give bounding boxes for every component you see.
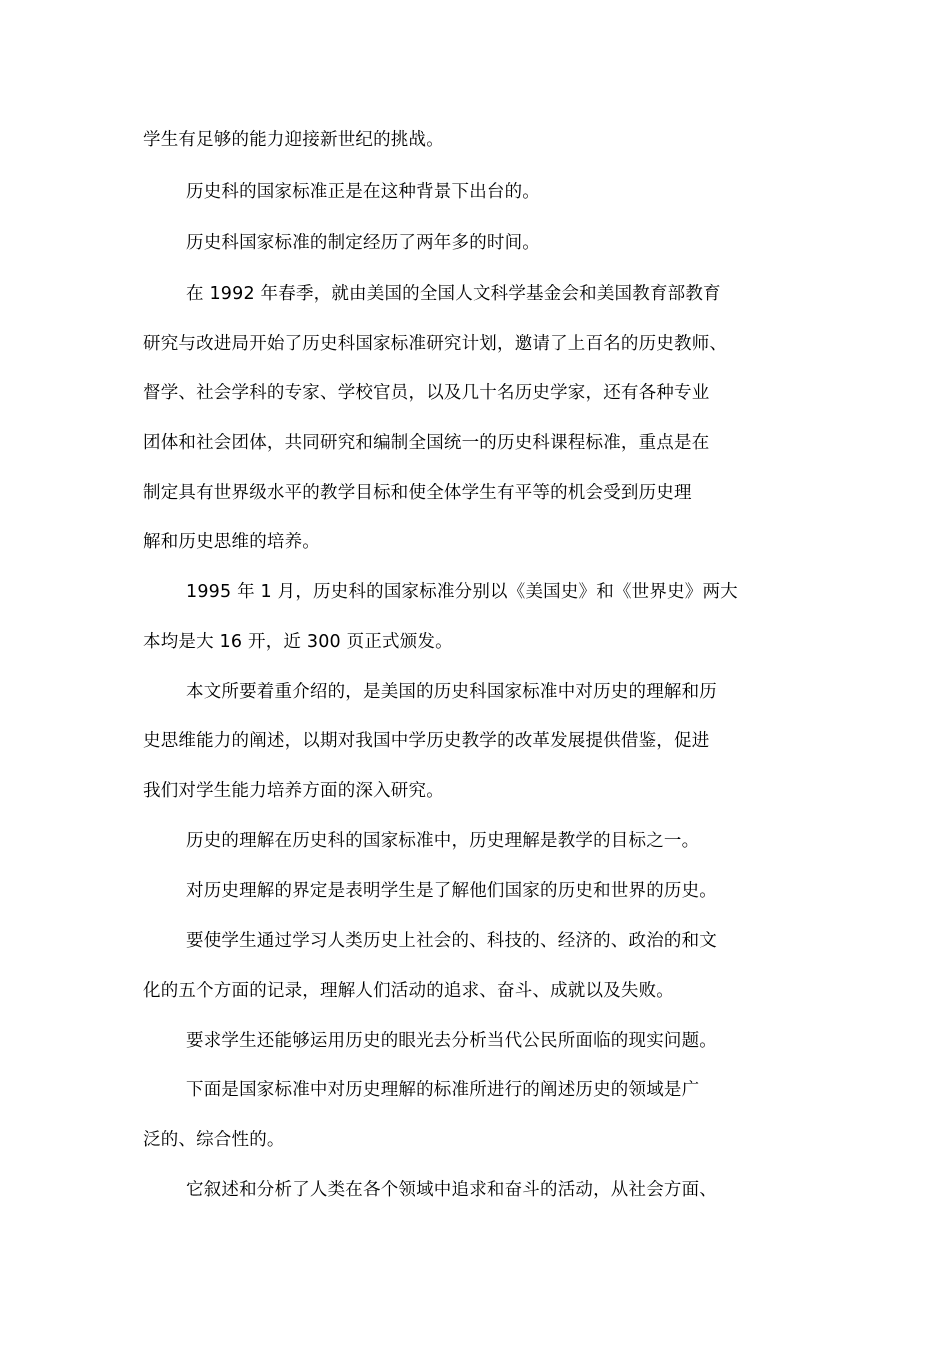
text-line: 研究与改进局开始了历史科国家标准研究计划，邀请了上百名的历史教师、	[143, 334, 728, 354]
text-line: 要求学生还能够运用历史的眼光去分析当代公民所面临的现实问题。	[186, 1031, 717, 1051]
text-line: 它叙述和分析了人类在各个领域中追求和奋斗的活动，从社会方面、	[186, 1180, 717, 1200]
text-line: 化的五个方面的记录，理解人们活动的追求、奋斗、成就以及失败。	[143, 981, 674, 1001]
text-line: 解和历史思维的培养。	[143, 532, 320, 552]
text-line: 制定具有世界级水平的教学目标和使全体学生有平等的机会受到历史理	[143, 483, 692, 503]
text-line: 本均是大 16 开，近 300 页正式颁发。	[143, 632, 453, 652]
text-line: 历史科国家标准的制定经历了两年多的时间。	[186, 233, 540, 253]
text-line: 下面是国家标准中对历史理解的标准所进行的阐述历史的领域是广	[186, 1080, 700, 1100]
text-line: 团体和社会团体，共同研究和编制全国统一的历史科课程标准，重点是在	[143, 433, 710, 453]
text-line: 1995 年 1 月，历史科的国家标准分别以《美国史》和《世界史》两大	[186, 582, 738, 602]
text-line: 历史的理解在历史科的国家标准中，历史理解是教学的目标之一。	[186, 831, 700, 851]
text-line: 督学、社会学科的专家、学校官员，以及几十名历史学家，还有各种专业	[143, 383, 710, 403]
text-line: 泛的、综合性的。	[143, 1130, 285, 1150]
text-line: 我们对学生能力培养方面的深入研究。	[143, 781, 444, 801]
text-line: 对历史理解的界定是表明学生是了解他们国家的历史和世界的历史。	[186, 881, 717, 901]
text-line: 学生有足够的能力迎接新世纪的挑战。	[143, 130, 444, 150]
text-line: 历史科的国家标准正是在这种背景下出台的。	[186, 182, 540, 202]
text-line: 本文所要着重介绍的，是美国的历史科国家标准中对历史的理解和历	[186, 682, 717, 702]
text-line: 在 1992 年春季，就由美国的全国人文科学基金会和美国教育部教育	[186, 284, 721, 304]
text-line: 要使学生通过学习人类历史上社会的、科技的、经济的、政治的和文	[186, 931, 717, 951]
text-line: 史思维能力的阐述，以期对我国中学历史教学的改革发展提供借鉴，促进	[143, 731, 710, 751]
